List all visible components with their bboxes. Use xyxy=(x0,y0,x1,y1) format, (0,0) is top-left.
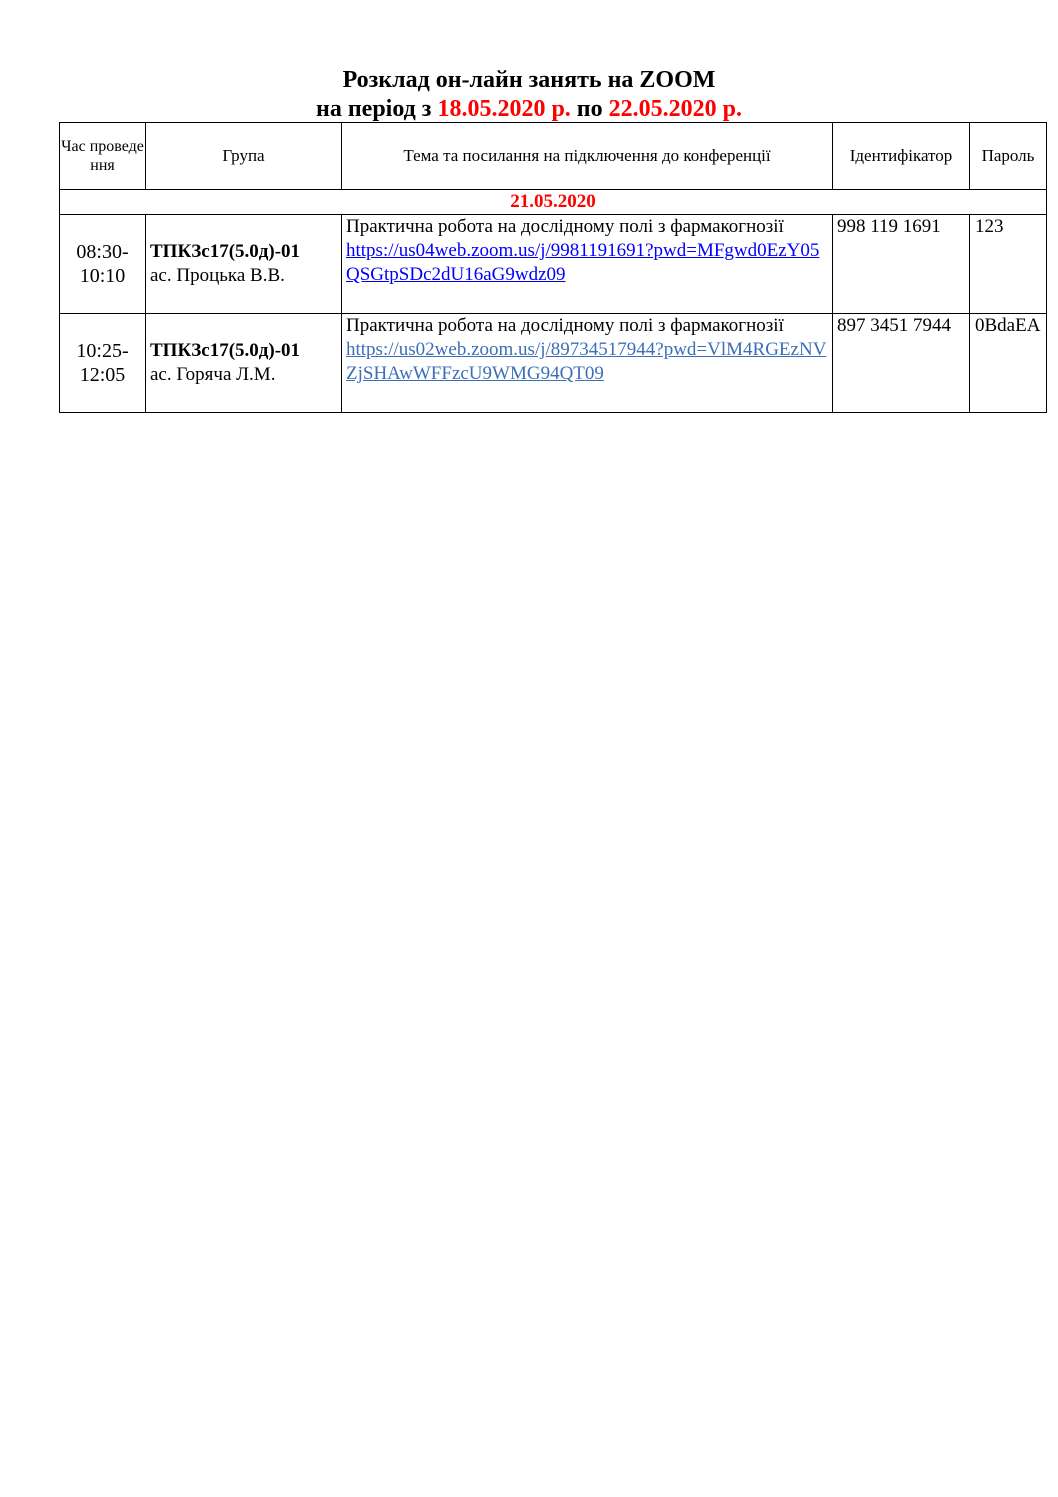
table-header-row xyxy=(60,123,1047,190)
time-range: 10:25-12:05 xyxy=(76,340,129,386)
conference-id: 897 3451 7944 xyxy=(837,315,951,336)
teacher-name: ас. Горяча Л.М. xyxy=(150,364,276,385)
group-cell xyxy=(146,314,342,413)
table-row xyxy=(60,314,1047,413)
period-prefix: на період з xyxy=(316,96,438,122)
topic-text: Практична робота на дослідному полі з фармакогнозії xyxy=(346,315,784,336)
period-date-to: 22.05.2020 р. xyxy=(608,96,742,122)
conference-password: 123 xyxy=(975,216,1004,237)
time-cell xyxy=(60,215,146,314)
password-cell xyxy=(970,314,1047,413)
period-date-from: 18.05.2020 р. xyxy=(437,96,571,122)
table-row xyxy=(60,215,1047,314)
group-code: ТПКЗс17(5.0д)-01 xyxy=(150,241,301,262)
header-topic: Тема та посилання на підключення до конференції xyxy=(342,123,833,190)
date-row xyxy=(60,190,1047,215)
period-mid: по xyxy=(570,96,609,122)
group-cell xyxy=(146,215,342,314)
conference-id-cell xyxy=(833,215,970,314)
zoom-link[interactable]: https://us04web.zoom.us/j/9981191691?pwd=MFgwd0EzY05QSGtpSDc2dU16aG9wdz09 xyxy=(346,240,820,285)
conference-id-cell xyxy=(833,314,970,413)
topic-cell xyxy=(342,314,833,413)
group-code: ТПКЗс17(5.0д)-01 xyxy=(150,340,301,361)
topic-text: Практична робота на дослідному полі з фармакогнозії xyxy=(346,216,784,237)
document-title: Розклад он-лайн занять на ZOOM xyxy=(342,67,716,93)
document-period xyxy=(0,95,1058,124)
password-cell xyxy=(970,215,1047,314)
time-cell xyxy=(60,314,146,413)
header-time: Час проведе ння xyxy=(60,123,146,190)
teacher-name: ас. Процька В.В. xyxy=(150,265,285,286)
schedule-table xyxy=(59,122,1047,413)
conference-id: 998 119 1691 xyxy=(837,216,941,237)
header-group: Група xyxy=(146,123,342,190)
time-range: 08:30-10:10 xyxy=(76,241,129,287)
date-cell: 21.05.2020 xyxy=(60,190,1047,215)
header-id: Ідентифікатор xyxy=(833,123,970,190)
header-password: Пароль xyxy=(970,123,1047,190)
topic-cell xyxy=(342,215,833,314)
conference-password: 0BdaEA xyxy=(975,315,1041,336)
zoom-link[interactable]: https://us02web.zoom.us/j/89734517944?pwd=VlM4RGEzNVZjSHAwWFFzcU9WMG94QT09 xyxy=(346,339,827,384)
